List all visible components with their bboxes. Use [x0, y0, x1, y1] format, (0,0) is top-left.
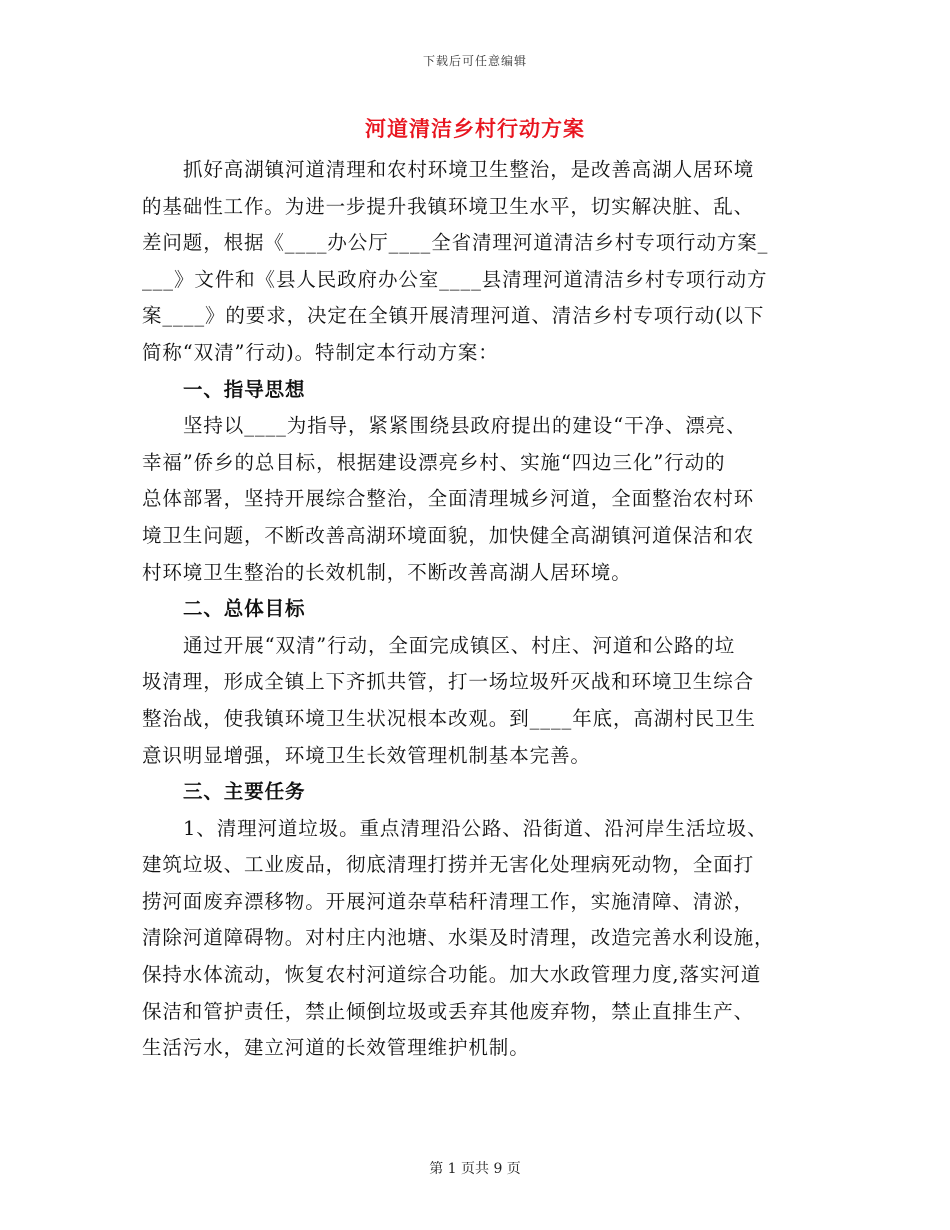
paragraph-line: 幸福”侨乡的总目标，根据建设漂亮乡村、实施“四边三化”行动的: [142, 450, 726, 474]
paragraph-line: 坚持以____为指导，紧紧围绕县政府提出的建设“干净、漂亮、: [183, 414, 747, 438]
paragraph-line: 整治战，使我镇环境卫生状况根本改观。到____年底，高湖村民卫生: [142, 706, 756, 730]
paragraph-line: 圾清理，形成全镇上下齐抓共管，打一场垃圾歼灭战和环境卫生综合: [142, 670, 755, 694]
paragraph-line: 村环境卫生整治的长效机制，不断改善高湖人居环境。: [142, 560, 632, 584]
document-body: [142, 152, 804, 1067]
paragraph-line: 意识明显增强，环境卫生长效管理机制基本完善。: [142, 743, 591, 767]
document-title: 河道清洁乡村行动方案: [365, 116, 585, 141]
paragraph-line: 保洁和管护责任，禁止倾倒垃圾或丢弃其他废弃物，禁止直排生产、: [142, 999, 755, 1023]
paragraph-line: 境卫生问题，不断改善高湖环境面貌，加快健全高湖镇河道保洁和农: [142, 523, 755, 547]
paragraph-line: 捞河面废弃漂移物。开展河道杂草秸秆清理工作，实施清障、清淤，: [142, 889, 755, 913]
paragraph-line: 清除河道障碍物。对村庄内池塘、水渠及时清理，改造完善水利设施，: [142, 926, 775, 950]
paragraph-line: 简称“双清”行动)。特制定本行动方案：: [142, 340, 499, 364]
section-heading: 二、总体目标: [183, 597, 306, 621]
page-number: 第 1 页共 9 页: [429, 1161, 521, 1177]
paragraph-line: 通过开展“双清”行动，全面完成镇区、村庄、河道和公路的垃: [183, 633, 736, 657]
section-heading: 三、主要任务: [183, 780, 306, 804]
paragraph-line: 建筑垃圾、工业废品，彻底清理打捞并无害化处理病死动物，全面打: [142, 853, 755, 877]
paragraph-line: 案____》的要求，决定在全镇开展清理河道、清洁乡村专项行动(以下: [142, 304, 765, 328]
page-header: 下载后可任意编辑: [422, 54, 527, 68]
paragraph-line: 保持水体流动，恢复农村河道综合功能。加大水政管理力度,落实河道: [142, 963, 762, 987]
paragraph-line: 抓好高湖镇河道清理和农村环境卫生整治，是改善高湖人居环境: [183, 158, 755, 181]
paragraph-line: 总体部署，坚持开展综合整治，全面清理城乡河道，全面整治农村环: [142, 487, 755, 511]
section-heading: 一、指导思想: [183, 377, 306, 401]
paragraph-line: 生活污水，建立河道的长效管理维护机制。: [142, 1036, 530, 1060]
paragraph-line: 的基础性工作。为进一步提升我镇环境卫生水平，切实解决脏、乱、: [142, 194, 755, 218]
paragraph-line: ___》文件和《县人民政府办公室____县清理河道清洁乡村专项行动方: [142, 267, 768, 291]
paragraph-line: 1、清理河道垃圾。重点清理沿公路、沿街道、沿河岸生活垃圾、: [183, 816, 768, 840]
paragraph-line: 差问题，根据《____办公厅____全省清理河道清洁乡村专项行动方案_: [142, 231, 769, 255]
